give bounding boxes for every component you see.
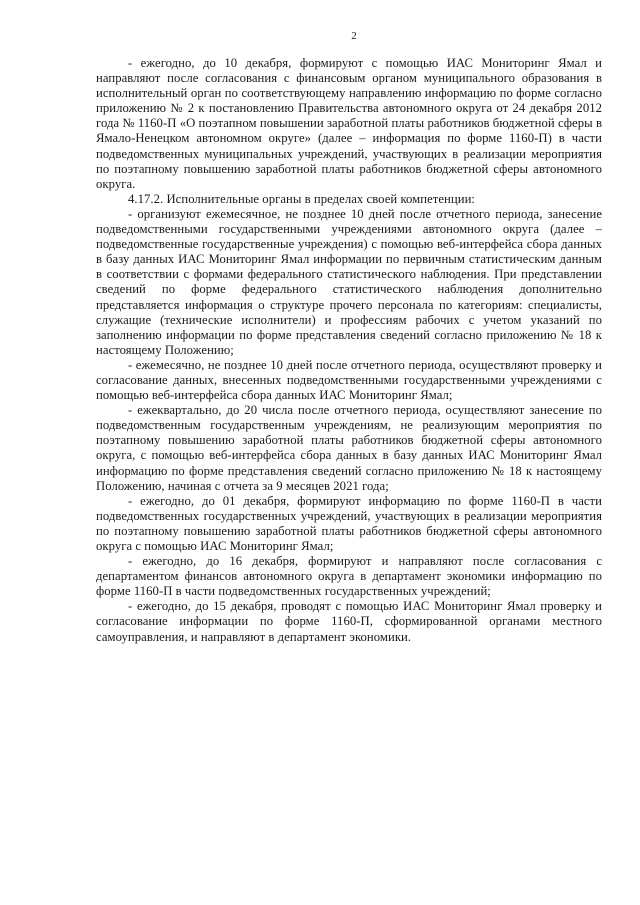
paragraph-monthly-entry: - организуют ежемесячное, не позднее 10 дней после отчетного периода, занесение подведомственными государственными учреждениями автономного округа (далее – подведомственные государственные учреждения) с помощью веб-интерфейса сбора данных в базу данных ИАС Мониторинг Ямал информации по первичным статистическим данным в соответствии с формами федерального статистического наблюдения. При представлении сведений по форме федерального статистического наблюдения дополнительно представляется информация о структуре прочего персонала по категориям: специалисты, служащие (технические исполнители) и профессиям рабочих с учетом указаний по заполнению информации по форме представления сведений согласно приложению № 18 к настоящему Положению; bbox=[96, 206, 602, 357]
paragraph-municipal-info: - ежегодно, до 10 декабря, формируют с помощью ИАС Мониторинг Ямал и направляют после согласования с финансовым органом муниципального образования в исполнительный орган по соответствующему направлению информацию по форме согласно приложению № 2 к постановлению Правительства автономного округа от 24 декабря 2012 года № 1160-П «О поэтапном повышении заработной платы работников бюджетной сферы в Ямало-Ненецком автономном округе» (далее – информация по форме 1160-П) в части подведомственных муниципальных учреждений, участвующих в реализации мероприятия по поэтапному повышению заработной платы работников бюджетной сферы автономного округа. bbox=[96, 56, 602, 191]
paragraph-monthly-check: - ежемесячно, не позднее 10 дней после отчетного периода, осуществляют проверку и согласование данных, внесенных подведомственными государственными учреждениями с помощью веб-интерфейса сбора данных ИАС Мониторинг Ямал; bbox=[96, 357, 602, 403]
paragraph-section-heading: 4.17.2. Исполнительные органы в пределах своей компетенции: bbox=[128, 191, 475, 206]
paragraph-annual-dec-01: - ежегодно, до 01 декабря, формируют информацию по форме 1160-П в части подведомственных государственных учреждений, участвующих в реализации мероприятия по поэтапному повышению заработной платы работников бюджетной сферы автономного округа с помощью ИАС Мониторинг Ямал; bbox=[96, 493, 602, 553]
paragraph-annual-dec-16: - ежегодно, до 16 декабря, формируют и направляют после согласования с департаментом финансов автономного округа в департамент экономики информацию по форме 1160-П в части подведомственных государственных учреждений; bbox=[96, 554, 602, 599]
paragraph-quarterly-entry: - ежеквартально, до 20 числа после отчетного периода, осуществляют занесение по подведомственным государственным учреждениям, не реализующим мероприятия по поэтапному повышению заработной платы работников бюджетной сферы автономного округа, с помощью веб-интерфейса сбора данных в базу данных ИАС Мониторинг Ямал информацию по форме представления сведений согласно приложению № 18 к настоящему Положению, начиная с отчета за 9 месяцев 2021 года; bbox=[96, 403, 602, 493]
paragraph-annual-dec-15: - ежегодно, до 15 декабря, проводят с помощью ИАС Мониторинг Ямал проверку и согласование информации по форме 1160-П, сформированной органами местного самоуправления, и направляют в департамент экономики. bbox=[96, 599, 602, 644]
page-number: 2 bbox=[351, 30, 357, 42]
